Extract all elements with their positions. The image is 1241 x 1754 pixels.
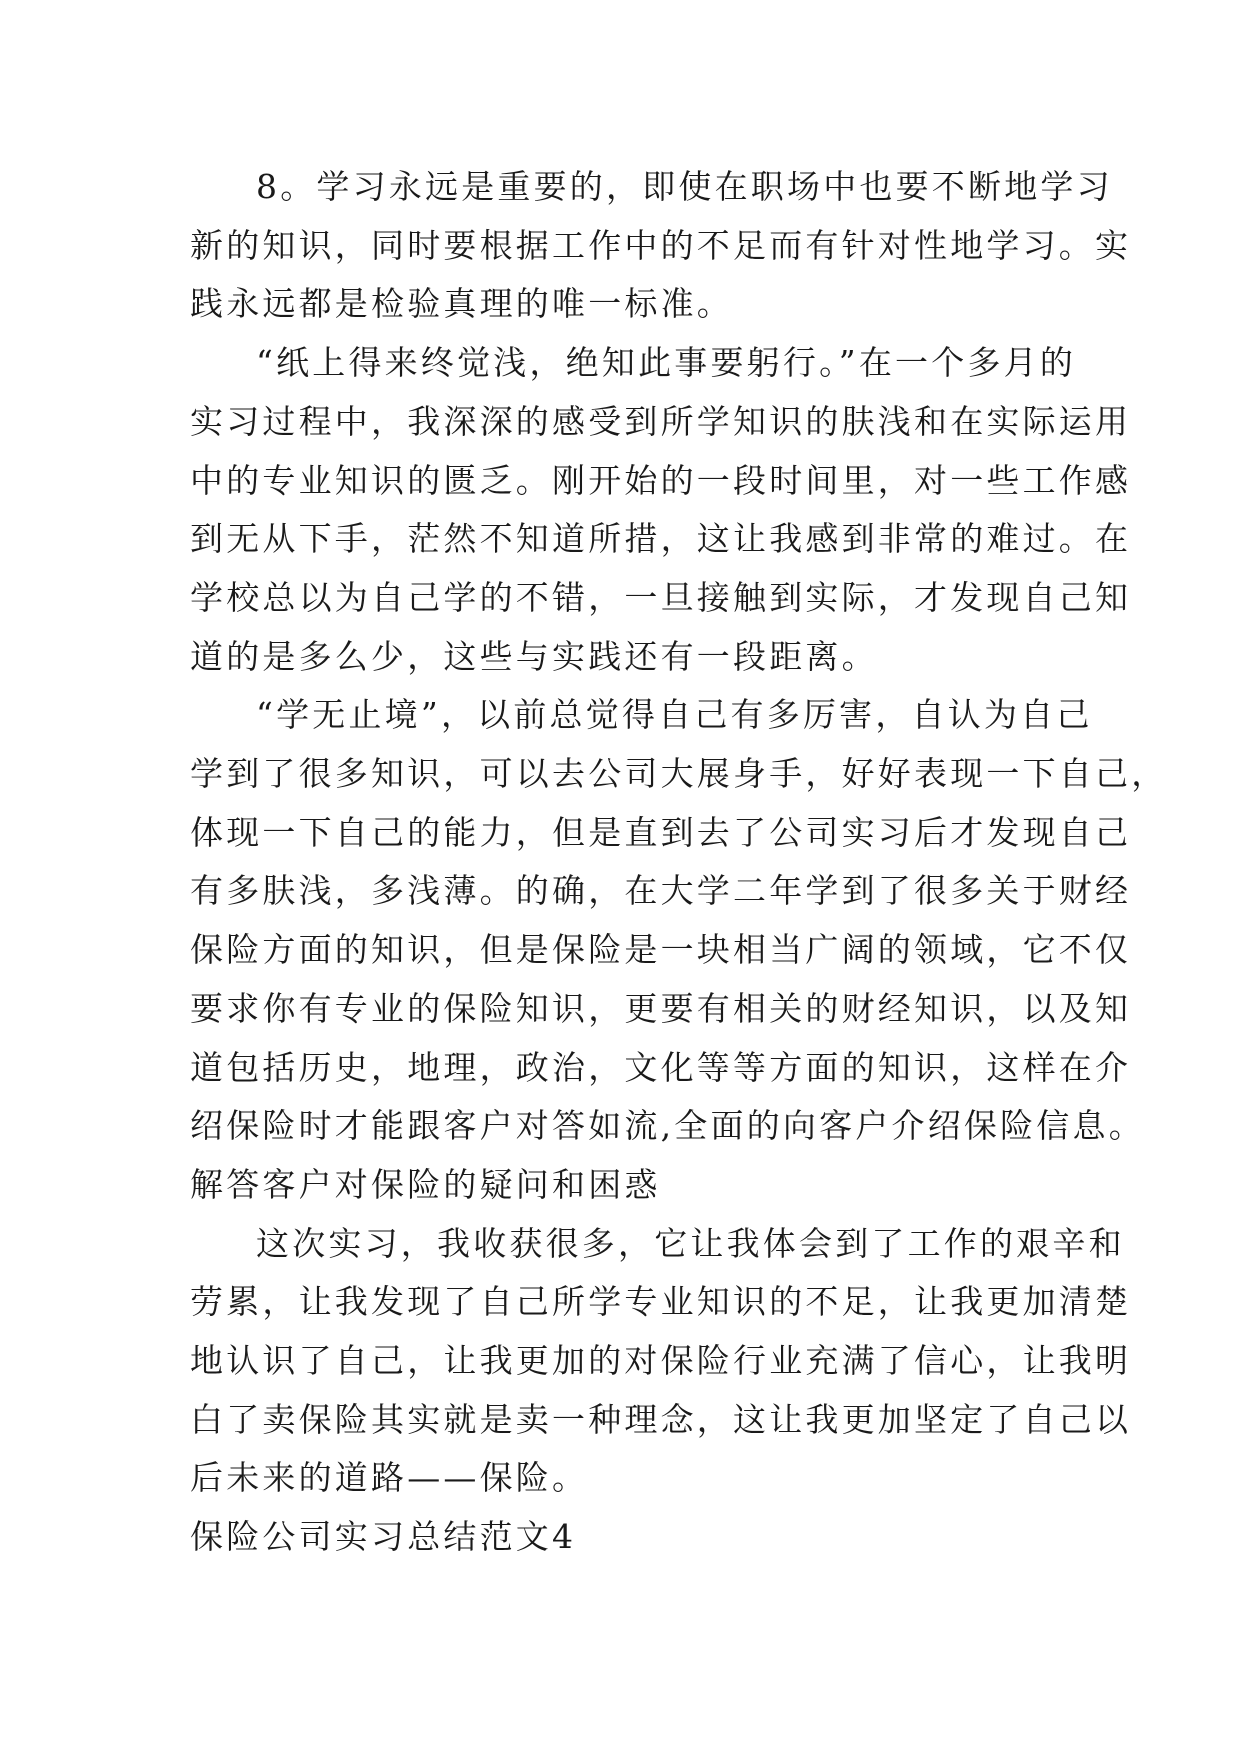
text-line: 中的专业知识的匮乏。刚开始的一段时间里，对一些工作感 [190, 460, 1132, 500]
text-line: 学到了很多知识，可以去公司大展身手，好好表现一下自己， [190, 754, 1168, 794]
text-line: 践永远都是检验真理的唯一标准。 [190, 284, 733, 324]
text-line: 白了卖保险其实就是卖一种理念，这让我更加坚定了自己以 [190, 1399, 1132, 1439]
text-line: 到无从下手，茫然不知道所措，这让我感到非常的难过。在 [190, 519, 1132, 559]
section-heading: 保险公司实习总结范文4 [190, 1517, 577, 1557]
text-line: 道包括历史，地理，政治，文化等等方面的知识，这样在介 [190, 1047, 1132, 1087]
text-line: “学无止境”，以前总觉得自己有多厉害，自认为自己 [256, 695, 1093, 735]
paragraph-4 [190, 1215, 1132, 1509]
text-line: 道的是多么少，这些与实践还有一段距离。 [190, 636, 878, 676]
text-line: 解答客户对保险的疑问和困惑 [190, 1164, 661, 1204]
text-line: 体现一下自己的能力，但是直到去了公司实习后才发现自己 [190, 812, 1132, 852]
text-line: 要求你有专业的保险知识，更要有相关的财经知识，以及知 [190, 988, 1132, 1028]
paragraph-3 [190, 686, 1168, 1214]
text-line: 劳累，让我发现了自己所学专业知识的不足，让我更加清楚 [190, 1282, 1132, 1322]
paragraph-2 [190, 334, 1132, 686]
text-line: 新的知识，同时要根据工作中的不足而有针对性地学习。实 [190, 225, 1132, 265]
text-line: 实习过程中，我深深的感受到所学知识的肤浅和在实际运用 [190, 401, 1132, 441]
document-body [190, 158, 1168, 1567]
text-line: 有多肤浅，多浅薄。的确，在大学二年学到了很多关于财经 [190, 871, 1132, 911]
text-line: 保险方面的知识，但是保险是一块相当广阔的领域，它不仅 [190, 930, 1132, 970]
text-line: 地认识了自己，让我更加的对保险行业充满了信心，让我明 [190, 1341, 1132, 1381]
text-line: 绍保险时才能跟客户对答如流,全面的向客户介绍保险信息。 [190, 1106, 1145, 1146]
text-line: 后未来的道路——保险。 [190, 1458, 589, 1498]
text-line: “纸上得来终觉浅，绝知此事要躬行。”在一个多月的 [256, 343, 1077, 383]
text-line: 8。学习永远是重要的，即使在职场中也要不断地学习 [256, 167, 1113, 206]
text-line: 这次实习，我收获很多，它让我体会到了工作的艰辛和 [256, 1223, 1125, 1263]
paragraph-1 [190, 158, 1132, 334]
text-line: 学校总以为自己学的不错，一旦接触到实际，才发现自己知 [190, 577, 1132, 617]
